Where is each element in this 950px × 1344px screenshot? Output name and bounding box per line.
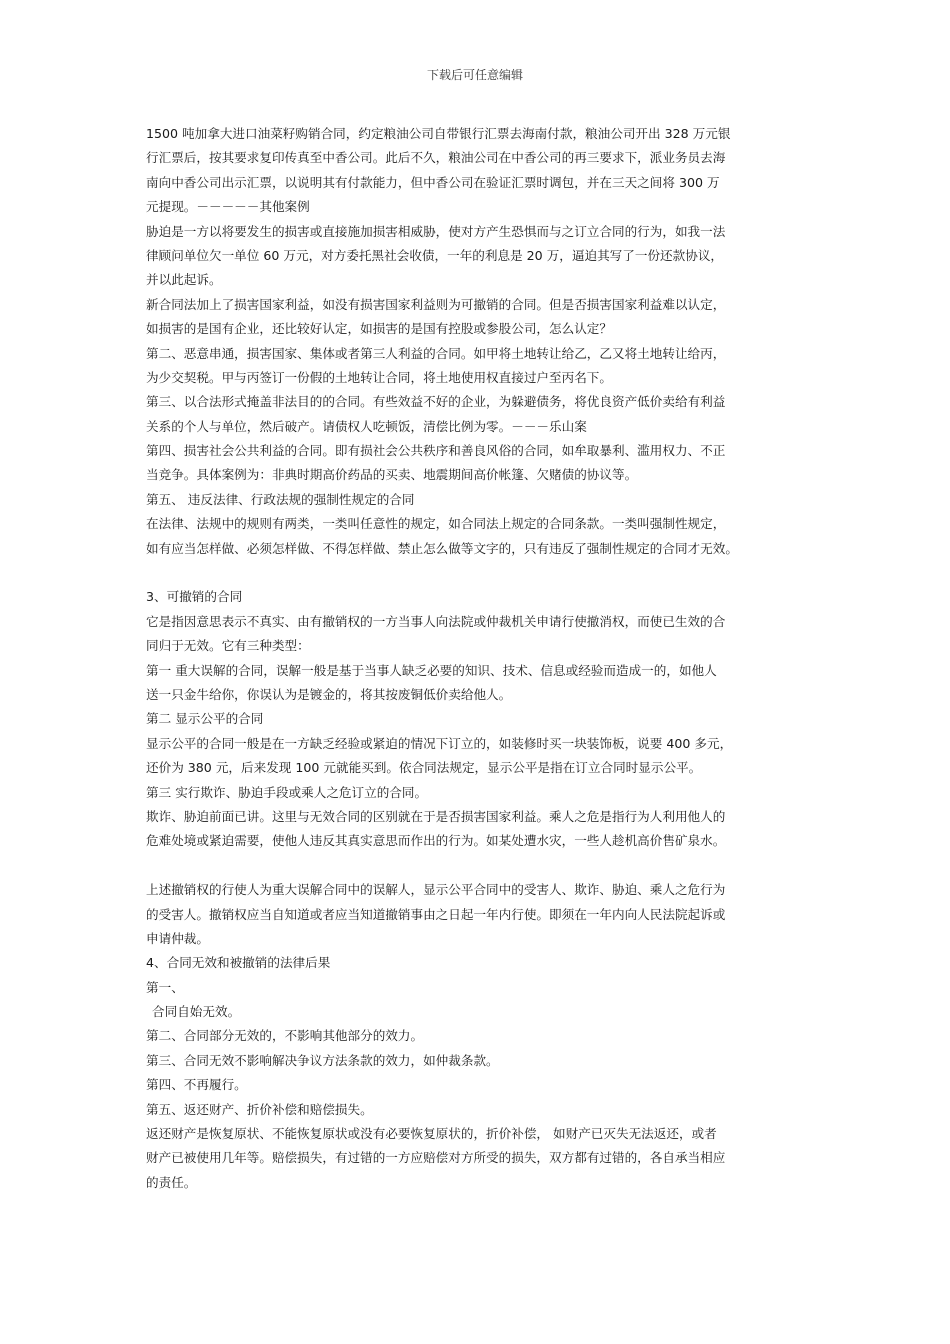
text-line: 当竞争。具体案例为：非典时期高价药品的买卖、地震期间高价帐篷、欠赌债的协议等。 [146, 467, 638, 483]
text-line: 第三、合同无效不影响解决争议方法条款的效力，如仲裁条款。 [146, 1052, 499, 1068]
text-line: 上述撤销权的行使人为重大误解合同中的误解人，显示公平合同中的受害人、欺诈、胁迫、乘人之危行为 [146, 882, 726, 898]
section-heading: 第二 显示公平的合同 [146, 711, 264, 727]
blank-line [146, 854, 818, 878]
text-line: 还价为 380 元，后来发现 100 元就能买到。依合同法规定，显示公平是指在订立合同时显示公平。 [146, 760, 702, 776]
section-heading: 3、可撤销的合同 [146, 589, 243, 605]
section-heading: 第五、 违反法律、行政法规的强制性规定的合同 [146, 491, 415, 507]
text-line: 的受害人。撤销权应当自知道或者应当知道撤销事由之日起一年内行使。即须在一年内向人民法院起诉或 [146, 906, 726, 922]
text-line: 送一只金牛给你，你误认为是镀金的，将其按废铜低价卖给他人。 [146, 686, 512, 702]
text-line: 显示公平的合同一般是在一方缺乏经验或紧迫的情况下订立的，如装修时买一块装饰板，说要 400 多元， [146, 735, 733, 751]
page-header: 下载后可任意编辑 [426, 68, 523, 82]
text-line: 律顾问单位欠一单位 60 万元，对方委托黑社会收债，一年的利息是 20 万，逼迫其写了一份还款协议， [146, 247, 724, 263]
text-line: 财产已被使用几年等。赔偿损失，有过错的一方应赔偿对方所受的损失，双方都有过错的，各自承当相应 [146, 1150, 726, 1166]
text-line: 危难处境或紧迫需要，使他人违反其真实意思而作出的行为。如某处遭水灾，一些人趁机高价售矿泉水。 [146, 833, 726, 849]
text-line: 第一 重大误解的合同，误解一般是基于当事人缺乏必要的知识、技术、信息或经验而造成一的，如他人 [146, 662, 717, 678]
text-line: 欺诈、胁迫前面已讲。这里与无效合同的区别就在于是否损害国家利益。乘人之危是指行为人利用他人的 [146, 808, 726, 824]
text-line: 并以此起诉。 [146, 272, 222, 288]
text-line: 胁迫是一方以将要发生的损害或直接施加损害相威胁，使对方产生恐惧而与之订立合同的行为，如我一法 [146, 223, 726, 239]
text-line: 如有应当怎样做、必须怎样做、不得怎样做、禁止怎么做等文字的，只有违反了强制性规定的合同才无效。 [146, 540, 738, 556]
text-line: 关系的个人与单位，然后破产。请债权人吃顿饭，清偿比例为零。－－－乐山案 [146, 418, 587, 434]
text-line: 第一、 [146, 979, 184, 995]
text-line: 第二、恶意串通，损害国家、集体或者第三人利益的合同。如甲将土地转让给乙，乙又将土地转让给丙， [146, 345, 726, 361]
text-line: 第五、返还财产、折价补偿和赔偿损失。 [146, 1101, 373, 1117]
text-line: 返还财产是恢复原状、不能恢复原状或没有必要恢复原状的，折价补偿， 如财产已灭失无法返还，或者 [146, 1126, 717, 1142]
text-line: 第二、合同部分无效的，不影响其他部分的效力。 [146, 1028, 424, 1044]
text-line: 同归于无效。它有三种类型： [146, 638, 310, 654]
text-line: 南向中香公司出示汇票，以说明其有付款能力，但中香公司在验证汇票时调包，并在三天之间将 300 万 [146, 174, 720, 190]
blank-line [146, 561, 818, 585]
text-line: 如损害的是国有企业，还比较好认定，如损害的是国有控股或参股公司，怎么认定？ [146, 321, 612, 337]
text-line: 的责任。 [146, 1174, 197, 1190]
text-line: 合同自始无效。 [152, 1004, 241, 1020]
section-heading: 第三 实行欺诈、胁迫手段或乘人之危订立的合同。 [146, 784, 428, 800]
text-line: 第三、以合法形式掩盖非法目的的合同。有些效益不好的企业，为躲避债务，将优良资产低价卖给有利益 [146, 394, 726, 410]
section-heading: 4、合同无效和被撤销的法律后果 [146, 955, 331, 971]
text-line: 第四、不再履行。 [146, 1077, 247, 1093]
text-line: 为少交契税。甲与丙签订一份假的土地转让合同，将土地使用权直接过户至丙名下。 [146, 369, 612, 385]
text-line: 它是指因意思表示不真实、由有撤销权的一方当事人向法院或仲裁机关申请行使撤消权，而使已生效的合 [146, 613, 726, 629]
text-line: 元提现。－－－－－其他案例 [146, 199, 310, 215]
text-line: 申请仲裁。 [146, 930, 209, 946]
document-body [146, 122, 818, 1195]
text-line: 在法律、法规中的规则有两类，一类叫任意性的规定，如合同法上规定的合同条款。一类叫强制性规定， [146, 516, 726, 532]
text-line: 行汇票后，按其要求复印传真至中香公司。此后不久，粮油公司在中香公司的再三要求下，派业务员去海 [146, 150, 726, 166]
text-line: 1500 吨加拿大进口油菜籽购销合同，约定粮油公司自带银行汇票去海南付款，粮油公司开出 328 万元银 [146, 126, 731, 141]
text-line: 新合同法加上了损害国家利益，如没有损害国家利益则为可撤销的合同。但是否损害国家利益难以认定， [146, 296, 726, 312]
text-line: 第四、损害社会公共利益的合同。即有损社会公共秩序和善良风俗的合同，如牟取暴利、滥用权力、不正 [146, 443, 726, 459]
